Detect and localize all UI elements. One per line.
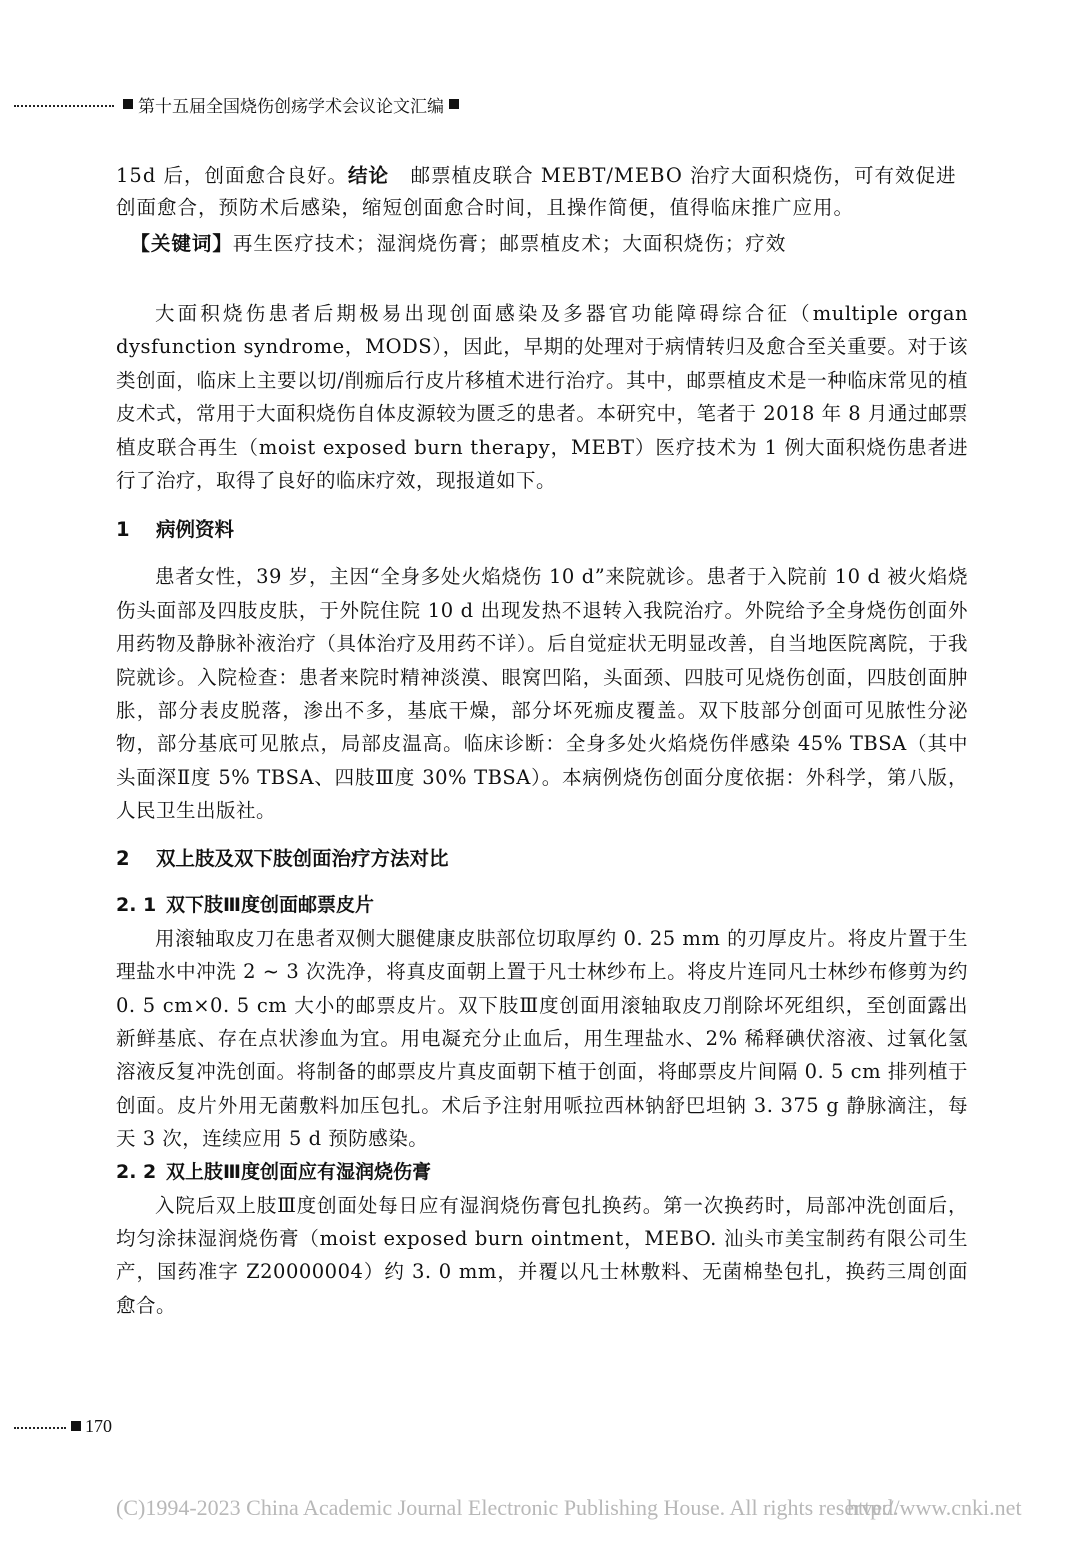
footer-square-bullet [71,1421,81,1431]
copyright-url: http://www.cnki.net [847,1495,1022,1520]
header-square-bullet [123,99,133,109]
header-title: 第十五届全国烧伤创疡学术会议论文汇编 [138,96,444,117]
section-heading-1 [116,513,968,546]
header-square-bullet-end [449,99,459,109]
section-title: 双上肢及双下肢创面治疗方法对比 [156,846,449,870]
subsection-number: 2. 2 [116,1160,157,1183]
abstract-conclusion-text: 邮票植皮联合 MEBT/MEBO 治疗大面积烧伤，可有效促进 [410,164,957,187]
abstract-line-2: 创面愈合，预防术后感染，缩短创面愈合时间，且操作简便，值得临床推广应用。 [116,196,855,219]
subsection-heading-2-1 [116,889,968,922]
copyright-text: (C)1994-2023 China Academic Journal Electronic Publishing House. All rights reserved. [116,1495,899,1520]
subsection-title: 双上肢Ⅲ度创面应有湿润烧伤膏 [166,1160,431,1183]
subsection-heading-2-2 [116,1156,968,1189]
keywords-text: 再生医疗技术；湿润烧伤膏；邮票植皮术；大面积烧伤；疗效 [232,232,787,255]
section-title: 病例资料 [156,518,235,542]
copyright-watermark [116,1495,1036,1521]
abstract-line-1 [116,160,968,192]
section-heading-2 [116,842,968,875]
keywords [116,228,968,260]
intro-paragraph: 大面积烧伤患者后期极易出现创面感染及多器官功能障碍综合征（multiple organ dysfunction syndrome，MODS），因此，早期的处理对于病情转归及愈合至关重要。对于该类创面，临床上主要以切/削痂后行皮片移植术进行治疗。其中，邮票植皮术是一种临床常见的植皮术式，常用于大面积烧伤自体皮源较为匮乏的患者。本研究中，笔者于 2018 年 8 月通过邮票植皮联合再生（moist exposed burn therapy，MEBT）医疗技术为 1 例大面积烧伤患者进行了治疗，取得了良好的临床疗效，现报道如下。 [116,302,968,493]
running-header [14,90,494,118]
section-number: 2 [116,846,130,870]
article-body [116,160,968,1322]
header-dotted-rule [14,105,114,107]
subsection-number: 2. 1 [116,893,157,916]
page-number: 170 [85,1415,112,1436]
subsection-2-1-paragraph: 用滚轴取皮刀在患者双侧大腿健康皮肤部位切取厚约 0. 25 mm 的刃厚皮片。将皮片置于生理盐水中冲洗 2 ~ 3 次洗净，将真皮面朝上置于凡士林纱布上。将皮片连同凡士林纱布修剪为约 0. 5 cm×0. 5 cm 大小的邮票皮片。双下肢Ⅲ度创面用滚轴取皮刀削除坏死组织，至创面露出新鲜基底、存在点状渗血为宜。用电凝充分止血后，用生理盐水、2% 稀释碘伏溶液、过氧化氢溶液反复冲洗创面。将制备的邮票皮片真皮面朝下植于创面，将邮票皮片间隔 0. 5 cm 排列植于创面。皮片外用无菌敷料加压包扎。术后予注射用哌拉西林钠舒巴坦钠 3. 375 g 静脉滴注，每天 3 次，连续应用 5 d 预防感染。 [116,926,968,1151]
footer-dotted-rule [14,1427,66,1429]
page-footer [14,1412,112,1440]
case-paragraph: 患者女性，39 岁，主因“全身多处火焰烧伤 10 d”来院就诊。患者于入院前 10 d 被火焰烧伤头面部及四肢皮肤，于外院住院 10 d 出现发热不退转入我院治疗。外院给予全身烧伤创面外用药物及静脉补液治疗（具体治疗及用药不详）。后自觉症状无明显改善，自当地医院离院，于我院就诊。入院检查：患者来院时精神淡漠、眼窝凹陷，头面颈、四肢可见烧伤创面，四肢创面肿胀，部分表皮脱落，渗出不多，基底干燥，部分坏死痂皮覆盖。双下肢部分创面可见脓性分泌物，部分基底可见脓点，局部皮温高。临床诊断：全身多处火焰烧伤伴感染 45% TBSA（其中头面深Ⅱ度 5% TBSA、四肢Ⅲ度 30% TBSA）。本病例烧伤创面分度依据：外科学，第八版，人民卫生出版社。 [116,565,968,823]
section-number: 1 [116,518,130,542]
subsection-title: 双下肢Ⅲ度创面邮票皮片 [166,893,374,916]
subsection-2-2-paragraph: 入院后双上肢Ⅲ度创面处每日应有湿润烧伤膏包扎换药。第一次换药时，局部冲洗创面后，均匀涂抹湿润烧伤膏（moist exposed burn ointment，MEBO. 汕头市美宝制药有限公司生产，国药准字 Z20000004）约 3. 0 mm，并覆以凡士林敷料、无菌棉垫包扎，换药三周创面愈合。 [116,1193,968,1317]
conclusion-label: 结论 [348,164,390,187]
abstract-text: 15d 后，创面愈合良好。 [116,164,348,187]
keywords-label: 【关键词】 [130,232,233,255]
